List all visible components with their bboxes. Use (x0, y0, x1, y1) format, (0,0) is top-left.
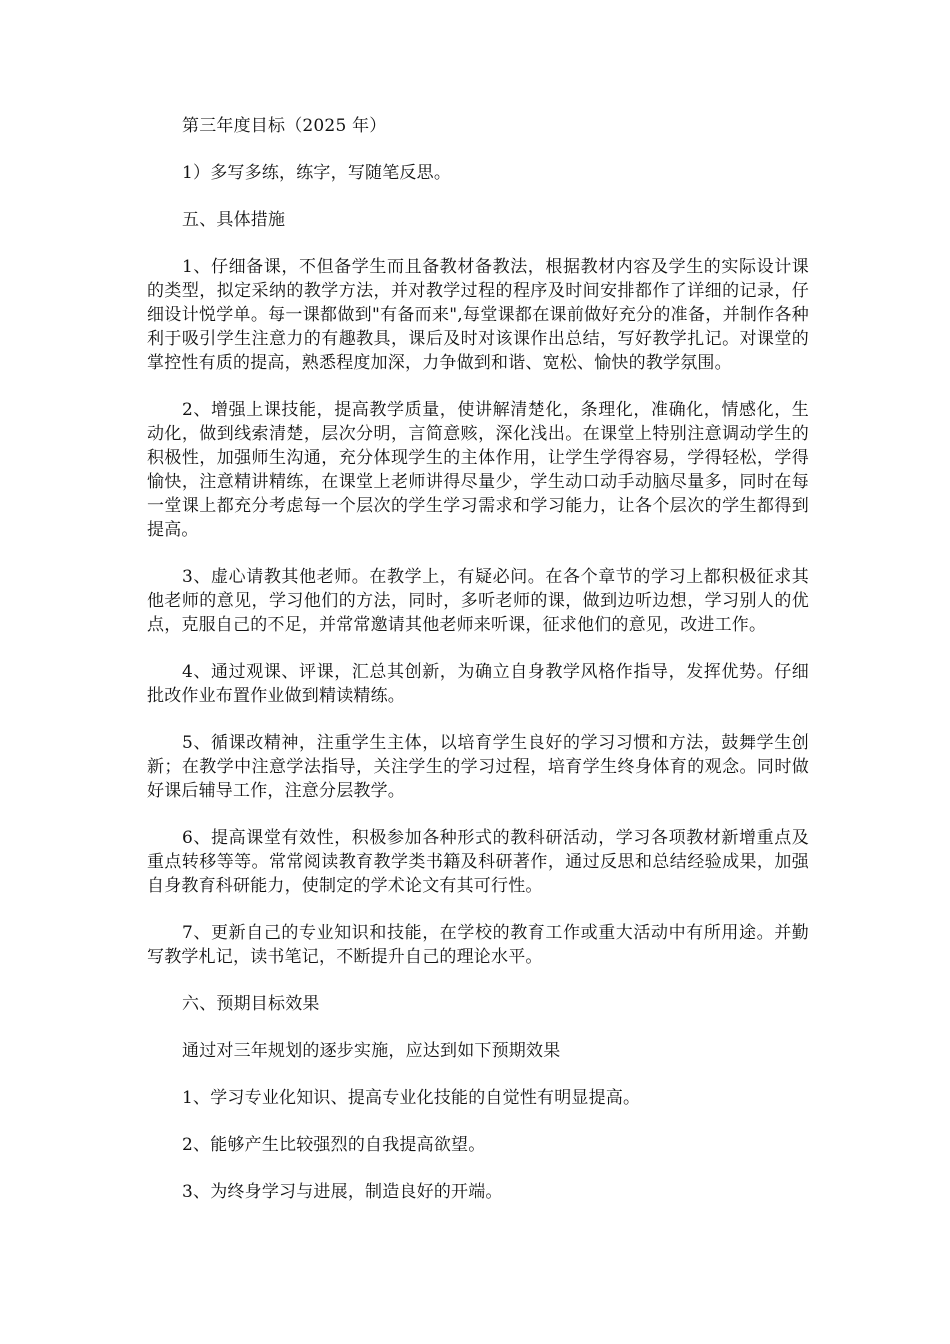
measure-paragraph-7: 7、更新自己的专业知识和技能，在学校的教育工作或重大活动中有所用途。并勤写教学札记，读书笔记，不断提升自己的理论水平。 (147, 923, 809, 967)
year-three-goal-item: 1）多写多练，练字，写随笔反思。 (182, 163, 452, 183)
measure-paragraph-4: 4、通过观课、评课，汇总其创新，为确立自身教学风格作指导，发挥优势。仔细批改作业布置作业做到精读精练。 (147, 662, 809, 706)
measure-paragraph-6: 6、提高课堂有效性，积极参加各种形式的教科研活动，学习各项教材新增重点及重点转移等等。常常阅读教育教学类书籍及科研著作，通过反思和总结经验成果，加强自身教育科研能力，使制定的学术论文有其可行性。 (147, 828, 809, 896)
measure-paragraph-1: 1、仔细备课，不但备学生而且备教材备教法，根据教材内容及学生的实际设计课的类型，拟定采纳的教学方法，并对教学过程的程序及时间安排都作了详细的记录，仔细设计悦学单。每一课都做到"有备而来",每堂课都在课前做好充分的准备，并制作各种利于吸引学生注意力的有趣教具，课后及时对该课作出总结，写好教学扎记。对课堂的掌控性有质的提高，熟悉程度加深，力争做到和谐、宽松、愉快的教学氛围。 (147, 257, 809, 373)
year-three-goal-heading: 第三年度目标（2025 年） (182, 116, 387, 136)
document-body (147, 114, 809, 1227)
expected-result-item-1: 1、学习专业化知识、提高专业化技能的自觉性有明显提高。 (182, 1088, 641, 1108)
expected-result-item-2: 2、能够产生比较强烈的自我提高欲望。 (182, 1135, 486, 1155)
measure-paragraph-5: 5、循课改精神，注重学生主体，以培育学生良好的学习习惯和方法，鼓舞学生创新；在教学中注意学法指导，关注学生的学习过程，培育学生终身体育的观念。同时做好课后辅导工作，注意分层教学。 (147, 733, 809, 801)
measure-paragraph-3: 3、虚心请教其他老师。在教学上，有疑必问。在各个章节的学习上都积极征求其他老师的意见，学习他们的方法，同时，多听老师的课，做到边听边想，学习别人的优点，克服自己的不足，并常常邀请其他老师来听课，征求他们的意见，改进工作。 (147, 567, 809, 635)
expected-results-intro: 通过对三年规划的逐步实施，应达到如下预期效果 (182, 1041, 561, 1061)
section-heading-expected-results: 六、预期目标效果 (182, 994, 320, 1014)
section-heading-measures: 五、具体措施 (182, 210, 286, 230)
measure-paragraph-2: 2、增强上课技能，提高教学质量，使讲解清楚化，条理化，准确化，情感化，生动化，做到线索清楚，层次分明，言简意赅，深化浅出。在课堂上特别注意调动学生的积极性，加强师生沟通，充分体现学生的主体作用，让学生学得容易，学得轻松，学得愉快，注意精讲精练，在课堂上老师讲得尽量少，学生动口动手动脑尽量多，同时在每一堂课上都充分考虑每一个层次的学生学习需求和学习能力，让各个层次的学生都得到提高。 (147, 400, 809, 540)
expected-result-item-3: 3、为终身学习与进展，制造良好的开端。 (182, 1182, 503, 1202)
